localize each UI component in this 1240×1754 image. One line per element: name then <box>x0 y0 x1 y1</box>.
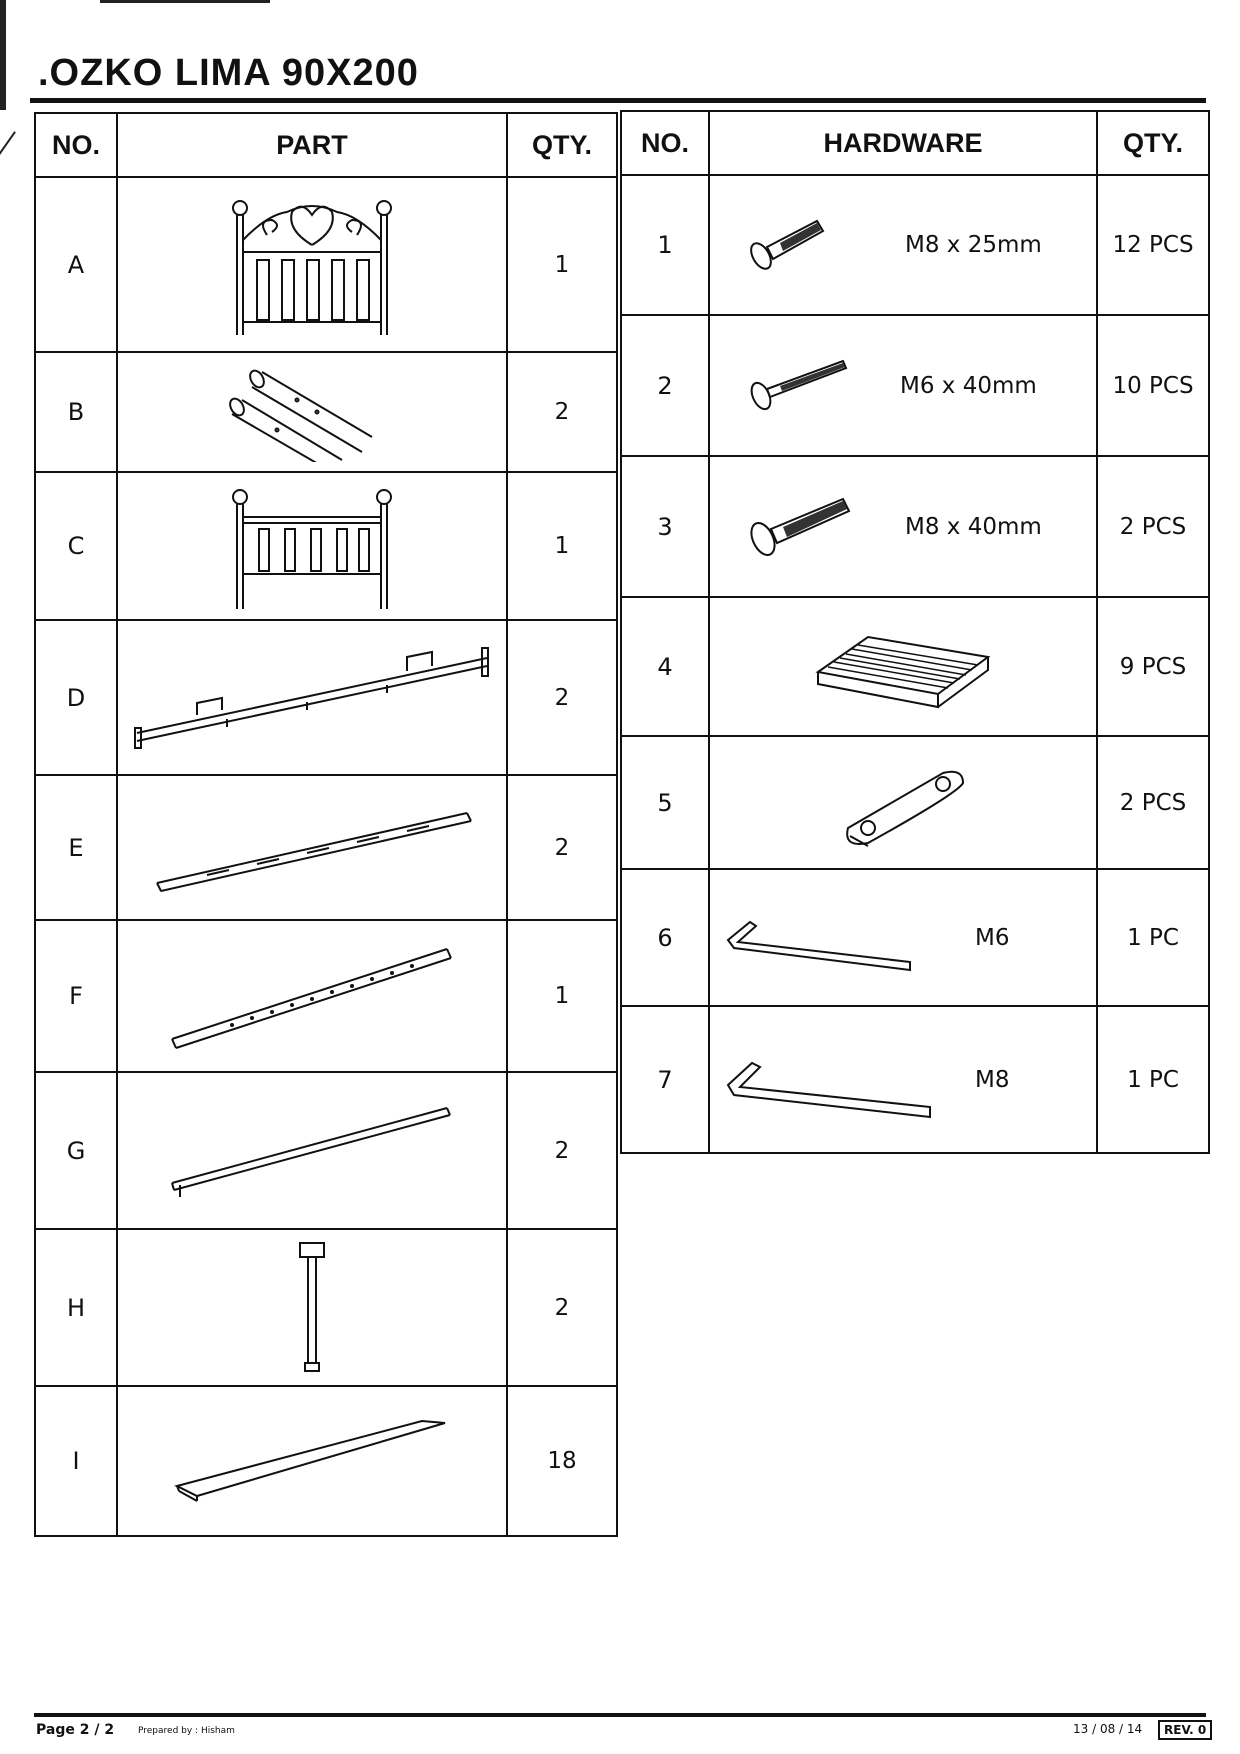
table-row <box>35 775 617 920</box>
hardware-qty: 2 PCS <box>1097 736 1209 869</box>
part-qty: 2 <box>507 1072 617 1229</box>
hardware-no: 3 <box>621 456 709 597</box>
bolt-short-icon <box>745 211 835 281</box>
document-title: .OZKO LIMA 90X200 <box>38 52 419 94</box>
leg-tubes-icon <box>222 362 402 462</box>
hardware-label: M6 x 40mm <box>900 372 1037 399</box>
angle-rail-icon <box>162 1093 462 1208</box>
parts-header-no: NO. <box>35 113 117 177</box>
hardware-header-no: NO. <box>621 111 709 175</box>
hardware-no: 5 <box>621 736 709 869</box>
footer-rule <box>34 1713 1206 1717</box>
center-rail-icon <box>162 934 462 1059</box>
hardware-label: M8 x 25mm <box>905 232 1042 258</box>
hardware-qty: 9 PCS <box>1097 597 1209 736</box>
slat-holder-icon <box>808 622 998 712</box>
footer-revision: REV. 0 <box>1158 1720 1212 1740</box>
headboard-icon <box>227 190 397 340</box>
part-no: F <box>35 920 117 1072</box>
table-row <box>621 597 1209 736</box>
hardware-qty: 10 PCS <box>1097 315 1209 456</box>
hardware-label: M6 <box>975 924 1010 951</box>
hardware-label: M8 <box>975 1066 1010 1093</box>
table-row <box>621 1006 1209 1153</box>
table-row <box>621 315 1209 456</box>
part-no: E <box>35 775 117 920</box>
parts-table <box>34 112 618 1537</box>
part-no: D <box>35 620 117 775</box>
table-row <box>621 736 1209 869</box>
part-qty: 2 <box>507 620 617 775</box>
allen-key-icon <box>720 1047 940 1127</box>
scan-mark <box>0 131 16 167</box>
table-row <box>35 1386 617 1536</box>
allen-key-icon <box>720 910 920 980</box>
hardware-no: 1 <box>621 175 709 315</box>
part-qty: 1 <box>507 920 617 1072</box>
table-row <box>35 620 617 775</box>
table-row <box>621 175 1209 315</box>
part-qty: 18 <box>507 1386 617 1536</box>
part-no: G <box>35 1072 117 1229</box>
hardware-header-qty: QTY. <box>1097 111 1209 175</box>
slat-icon <box>167 1411 457 1511</box>
scan-edge-left <box>0 0 6 110</box>
hardware-qty: 1 PC <box>1097 869 1209 1006</box>
part-no: C <box>35 472 117 620</box>
hardware-label: M8 x 40mm <box>905 513 1042 540</box>
hardware-no: 4 <box>621 597 709 736</box>
hardware-no: 7 <box>621 1006 709 1153</box>
bolt-thin-icon <box>745 351 855 421</box>
hardware-qty: 12 PCS <box>1097 175 1209 315</box>
connector-plate-icon <box>828 758 978 848</box>
support-leg-icon <box>282 1238 342 1378</box>
hardware-header-hardware: HARDWARE <box>709 111 1097 175</box>
side-rail-icon <box>127 633 497 763</box>
part-no: A <box>35 177 117 352</box>
hardware-no: 6 <box>621 869 709 1006</box>
part-qty: 2 <box>507 1229 617 1386</box>
table-row <box>621 869 1209 1006</box>
hardware-header-row <box>621 111 1209 175</box>
footboard-icon <box>227 479 397 614</box>
table-row <box>35 177 617 352</box>
part-no: I <box>35 1386 117 1536</box>
bolt-long-icon <box>745 487 855 567</box>
table-row <box>35 352 617 472</box>
parts-header-row <box>35 113 617 177</box>
part-qty: 1 <box>507 177 617 352</box>
footer-date: 13 / 08 / 14 <box>1073 1722 1143 1736</box>
hardware-no: 2 <box>621 315 709 456</box>
table-row <box>35 1229 617 1386</box>
hardware-qty: 1 PC <box>1097 1006 1209 1153</box>
parts-header-qty: QTY. <box>507 113 617 177</box>
table-row <box>35 1072 617 1229</box>
footer-prepared-by: Prepared by : Hisham <box>138 1726 235 1736</box>
table-row <box>621 456 1209 597</box>
table-row <box>35 472 617 620</box>
slotted-rail-icon <box>147 793 477 903</box>
part-qty: 2 <box>507 352 617 472</box>
part-no: H <box>35 1229 117 1386</box>
parts-header-part: PART <box>117 113 507 177</box>
title-rule <box>30 98 1206 103</box>
hardware-qty: 2 PCS <box>1097 456 1209 597</box>
scan-edge-top <box>100 0 270 3</box>
part-no: B <box>35 352 117 472</box>
part-qty: 2 <box>507 775 617 920</box>
footer-page-number: Page 2 / 2 <box>36 1722 115 1738</box>
part-qty: 1 <box>507 472 617 620</box>
table-row <box>35 920 617 1072</box>
hardware-table <box>620 110 1210 1154</box>
